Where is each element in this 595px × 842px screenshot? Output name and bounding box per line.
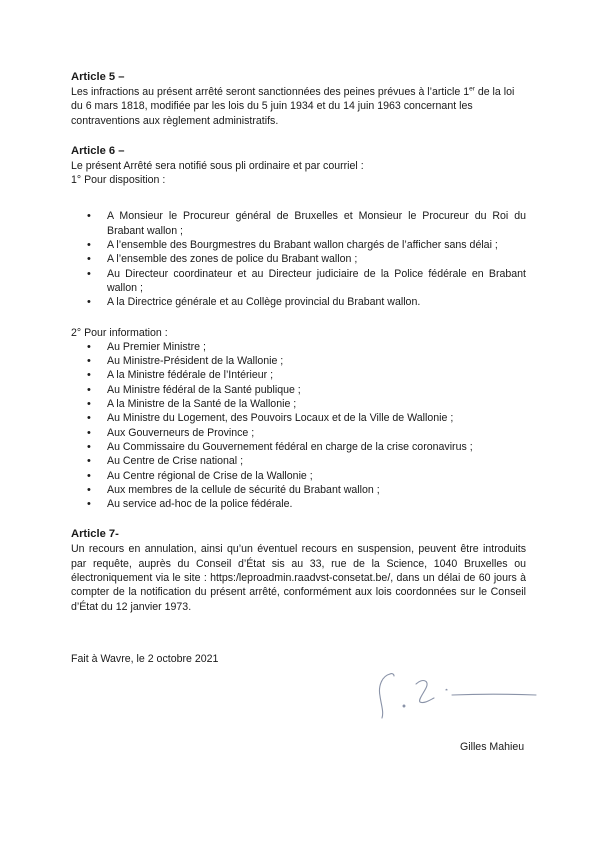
list-item: • Au Directeur coordinateur et au Directeur judiciaire de la Police fédérale en Brabant wallon ;: [107, 267, 526, 296]
list-item: • Au Commissaire du Gouvernement fédéral en charge de la crise coronavirus ;: [107, 440, 526, 454]
list-item: • A Monsieur le Procureur général de Bruxelles et Monsieur le Procureur du Roi du Brabant wallon ;: [107, 209, 526, 238]
document-body: [71, 70, 526, 614]
article-7-text: Un recours en annulation, ainsi qu’un éventuel recours en suspension, peuvent être introduits par requête, auprès du Conseil d’État sis au 33, rue de la Science, 1040 Bruxelles ou électroniquement via le site : https:/leproadmin.raadvst-consetat.be/, dans un délai de 60 jours à compter de la notification du présent arrêté, conformément aux lois coordonnées sur le Conseil d’État du 12 janvier 1973.: [71, 543, 526, 613]
list-item: • Au Ministre-Président de la Wallonie ;: [107, 354, 526, 368]
list-item: • Au Ministre du Logement, des Pouvoirs Locaux et de la Ville de Wallonie ;: [107, 411, 526, 425]
list-item: • A la Directrice générale et au Collège provincial du Brabant wallon.: [107, 295, 526, 309]
list-item: • Au Centre régional de Crise de la Wallonie ;: [107, 469, 526, 483]
list-item: • Aux Gouverneurs de Province ;: [107, 426, 526, 440]
list-item: • Aux membres de la cellule de sécurité du Brabant wallon ;: [107, 483, 526, 497]
list-item: • Au Ministre fédéral de la Santé publique ;: [107, 383, 526, 397]
article-5-heading: Article 5 –: [71, 71, 125, 83]
list-item: • Au Centre de Crise national ;: [107, 454, 526, 468]
disposition-label: 1° Pour disposition :: [71, 174, 166, 187]
signer-name: Gilles Mahieu: [460, 741, 525, 753]
article-5-text-start: Les infractions au présent arrêté seront sanctionnées des peines prévues à l’article 1: [71, 86, 470, 98]
list-item: • Au service ad-hoc de la police fédérale.: [107, 497, 526, 511]
article-5-text: [71, 85, 526, 128]
article-5-text-end: de la loi du 6 mars 1818, modifiée par les lois du 5 juin 1934 et du 14 juin 1963 concernant les contraventions aux règlement administratifs.: [71, 86, 515, 127]
article-6-intro: Le présent Arrêté sera notifié sous pli ordinaire et par courriel :: [71, 159, 364, 172]
article-6-heading: Article 6 –: [71, 144, 125, 157]
information-list: [71, 340, 526, 512]
information-label: 2° Pour information :: [71, 326, 168, 339]
signature-image: [368, 662, 538, 722]
list-item: • A la Ministre de la Santé de la Wallonie ;: [107, 397, 526, 411]
list-item: • A l’ensemble des Bourgmestres du Brabant wallon chargés de l’afficher sans délai ;: [107, 238, 526, 252]
article-7-heading: Article 7-: [71, 528, 119, 541]
article-5-superscript: er: [469, 85, 475, 93]
list-item: • Au Premier Ministre ;: [107, 340, 526, 354]
place-and-date: Fait à Wavre, le 2 octobre 2021: [71, 653, 219, 665]
disposition-list: [71, 209, 526, 309]
list-item: • A l’ensemble des zones de police du Brabant wallon ;: [107, 252, 526, 266]
list-item: • A la Ministre fédérale de l’Intérieur ;: [107, 368, 526, 382]
